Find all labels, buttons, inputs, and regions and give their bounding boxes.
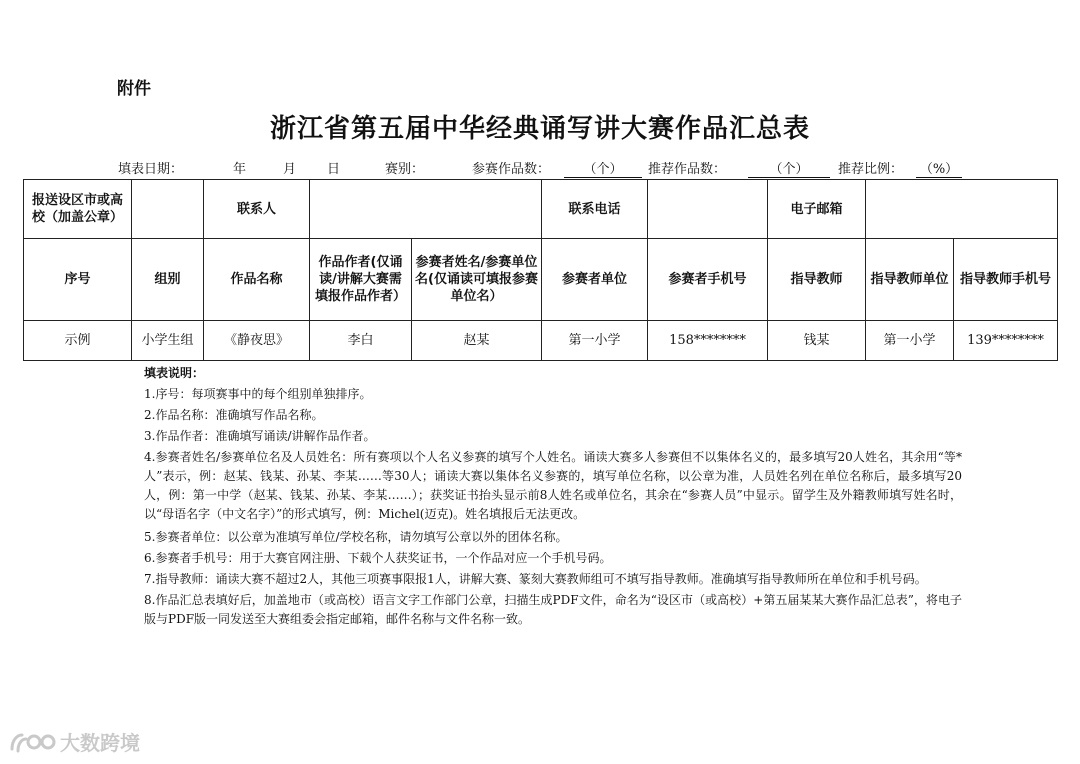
- instruction-item: 4.参赛者姓名/参赛单位名及人员姓名：所有赛项以个人名义参赛的填写个人姓名。诵读大赛多人参赛但不以集体名义的，最多填写20人姓名，其余用“等*人”表示，例：赵某、钱某、孙某、李某……等30人；诵读大赛以集体名义参赛的，填写单位名称，以公章为准，人员姓名列在单位名称后，最多填写20人，例：第一中学（赵某、钱某、孙某、李某……）；获奖证书抬头显示前8人姓名或单位名，其余在“参赛人员”中显示。留学生及外籍教师填写姓名时，以“母语名字（中文名字）”的形式填写，例：Michel(迈克)。姓名填报后无法更改。: [144, 450, 962, 521]
- unit-label-cell: 报送设区市或高校（加盖公章）: [24, 180, 132, 239]
- email-label-cell: 电子邮箱: [768, 180, 866, 239]
- day-label: 日: [327, 162, 341, 177]
- phone-value-cell[interactable]: [648, 180, 768, 239]
- entries-label: 参赛作品数：: [472, 162, 551, 177]
- phone-label-cell: 联系电话: [542, 180, 648, 239]
- col-header: 指导教师单位: [866, 239, 954, 321]
- col-header: 指导教师: [768, 239, 866, 321]
- brand-logo-icon: [8, 729, 56, 755]
- example-cell: 158********: [648, 321, 768, 361]
- contact-value-cell[interactable]: [310, 180, 542, 239]
- col-header: 序号: [24, 239, 132, 321]
- col-header: 指导教师手机号: [954, 239, 1058, 321]
- watermark-text: 大数跨境: [60, 731, 140, 755]
- example-cell: 赵某: [412, 321, 542, 361]
- instruction-item: 3.作品作者：准确填写诵读/讲解作品作者。: [144, 429, 376, 443]
- year-label: 年: [233, 162, 247, 177]
- form-title: 浙江省第五届中华经典诵写讲大赛作品汇总表: [269, 114, 810, 144]
- example-cell: 第一小学: [542, 321, 648, 361]
- contact-label-cell: 联系人: [204, 180, 310, 239]
- summary-table: [23, 179, 1058, 361]
- col-header: 参赛者姓名/参赛单位名(仅诵读可填报参赛单位名）: [412, 239, 542, 321]
- example-cell: 《静夜思》: [204, 321, 310, 361]
- example-cell: 第一小学: [866, 321, 954, 361]
- example-cell: 钱某: [768, 321, 866, 361]
- example-cell: 139********: [954, 321, 1058, 361]
- instructions: [144, 364, 962, 631]
- col-header: 作品作者(仅诵读/讲解大赛需填报作品作者）: [310, 239, 412, 321]
- instruction-item: 2.作品名称：准确填写作品名称。: [144, 408, 324, 422]
- instruction-item: 5.参赛者单位：以公章为准填写单位/学校名称，请勿填写公章以外的团体名称。: [144, 530, 568, 544]
- instruction-item: 1.序号：每项赛事中的每个组别单独排序。: [144, 387, 372, 401]
- col-header: 组别: [132, 239, 204, 321]
- header-info-row: [24, 180, 1058, 239]
- entries-unit: （个）: [564, 158, 642, 178]
- example-row: [24, 321, 1058, 361]
- col-header: 作品名称: [204, 239, 310, 321]
- instruction-item: 6.参赛者手机号：用于大赛官网注册、下载个人获奖证书，一个作品对应一个手机号码。: [144, 551, 612, 565]
- col-header: 参赛者手机号: [648, 239, 768, 321]
- instructions-title: 填表说明：: [144, 366, 205, 380]
- email-value-cell[interactable]: [866, 180, 1058, 239]
- recommended-label: 推荐作品数：: [648, 162, 727, 177]
- category-label: 赛别：: [385, 162, 425, 177]
- recommended-unit: （个）: [748, 158, 830, 178]
- date-label: 填表日期：: [118, 162, 184, 177]
- month-label: 月: [283, 162, 297, 177]
- watermark: [8, 727, 140, 756]
- column-header-row: [24, 239, 1058, 321]
- example-cell: 小学生组: [132, 321, 204, 361]
- attachment-label: 附件: [117, 79, 151, 99]
- ratio-label: 推荐比例：: [838, 162, 904, 177]
- example-cell: 李白: [310, 321, 412, 361]
- col-header: 参赛者单位: [542, 239, 648, 321]
- example-cell: 示例: [24, 321, 132, 361]
- instruction-item: 7.指导教师：诵读大赛不超过2人，其他三项赛事限报1人，讲解大赛、篆刻大赛教师组可不填写指导教师。准确填写指导教师所在单位和手机号码。: [144, 572, 927, 586]
- instruction-item: 8.作品汇总表填好后，加盖地市（或高校）语言文字工作部门公章，扫描生成PDF文件，命名为“设区市（或高校）+第五届某某大赛作品汇总表”，将电子版与PDF版一同发送至大赛组委会指定邮箱，邮件名称与文件名称一致。: [144, 593, 962, 626]
- unit-value-cell[interactable]: [132, 180, 204, 239]
- ratio-unit: （%）: [916, 158, 962, 178]
